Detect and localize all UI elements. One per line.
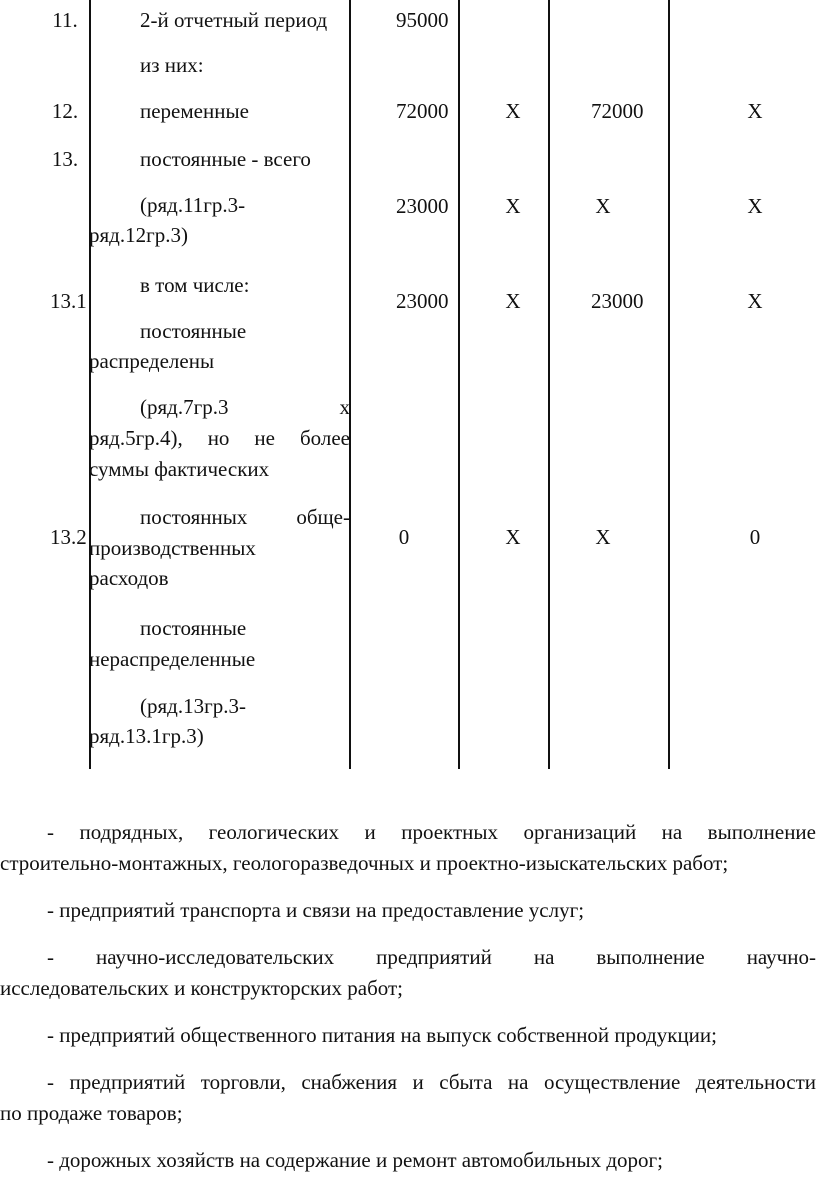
word: проектных — [401, 820, 498, 844]
row-label: постоянные - всего — [140, 147, 311, 171]
row-label: ряд.12гр.3) — [89, 223, 188, 247]
row-label: (ряд.11гр.3- — [140, 193, 246, 217]
word: на — [661, 820, 683, 844]
cell-value: Х — [505, 525, 521, 549]
row-label: постоянные — [140, 616, 247, 640]
row-label: постоянные — [140, 319, 247, 343]
paragraph: - дорожных хозяйств на содержание и ремонт автомобильных дорог; — [47, 1148, 663, 1172]
word: - — [47, 1070, 54, 1094]
row-label: в том числе: — [140, 273, 250, 297]
label-word: х — [339, 395, 350, 419]
row-label: (ряд.13гр.3- — [140, 694, 246, 718]
word: осуществление — [543, 1070, 681, 1094]
paragraph-first-line — [0, 947, 816, 968]
cell-value: Х — [505, 99, 521, 123]
word: и — [412, 1070, 424, 1094]
row-label: распределены — [89, 349, 215, 373]
paragraph-line: по продаже товаров; — [0, 1101, 183, 1125]
word: деятельности — [695, 1070, 816, 1094]
cell-value: 72000 — [396, 99, 449, 123]
table-rule — [668, 0, 670, 769]
cell-value: Х — [595, 194, 611, 218]
paragraph — [0, 820, 816, 875]
cell-value: 23000 — [396, 194, 449, 218]
row-number: 13.2 — [50, 525, 87, 549]
cell-value: Х — [747, 289, 763, 313]
row-label — [89, 428, 350, 449]
row-number: 12. — [51, 99, 79, 123]
cell-value: Х — [505, 289, 521, 313]
row-number: 13.1 — [50, 289, 87, 313]
label-word: не — [254, 426, 275, 450]
label-word: (ряд.7гр.3 — [140, 395, 229, 419]
row-label: нераспределенные — [89, 647, 256, 671]
cell-value: Х — [505, 194, 521, 218]
word: предприятий — [69, 1070, 186, 1094]
paragraph-line: исследовательских и конструкторских работ; — [0, 976, 403, 1000]
word: на — [533, 945, 555, 969]
word: снабжения — [301, 1070, 398, 1094]
word: подрядных, — [79, 820, 184, 844]
row-label: из них: — [140, 53, 204, 77]
cell-value: 95000 — [396, 8, 449, 32]
cell-value: 0 — [749, 525, 761, 549]
label-word: ряд.5гр.4), — [89, 426, 183, 450]
row-label: ряд.13.1гр.3) — [89, 724, 204, 748]
word: - — [47, 945, 54, 969]
row-label — [140, 507, 350, 528]
paragraph-first-line — [0, 822, 816, 843]
row-label: суммы фактических — [89, 457, 270, 481]
word: организаций — [523, 820, 637, 844]
word: предприятий — [376, 945, 492, 969]
word: и — [364, 820, 376, 844]
cell-value: Х — [747, 194, 763, 218]
row-label: переменные — [140, 99, 249, 123]
cell-value: 0 — [398, 525, 410, 549]
cell-value: Х — [747, 99, 763, 123]
row-number: 13. — [51, 147, 79, 171]
label-word: обще- — [296, 505, 350, 529]
paragraph — [0, 1070, 816, 1125]
word: научно-исследовательских — [95, 945, 335, 969]
paragraph: - предприятий общественного питания на выпуск собственной продукции; — [47, 1023, 717, 1047]
paragraph: - предприятий транспорта и связи на предоставление услуг; — [47, 898, 585, 922]
cell-value: Х — [595, 525, 611, 549]
word: выполнение — [707, 820, 816, 844]
row-label — [140, 397, 350, 418]
row-label: 2-й отчетный период — [140, 8, 328, 32]
cell-value: 72000 — [591, 99, 644, 123]
row-label: производственных — [89, 536, 256, 560]
cell-value: 23000 — [396, 289, 449, 313]
paragraph-line: строительно-монтажных, геологоразведочных и проектно-изыскательских работ; — [0, 851, 729, 875]
row-number: 11. — [52, 8, 78, 32]
word: сбыта — [439, 1070, 493, 1094]
label-word: более — [299, 426, 350, 450]
label-word: но — [207, 426, 230, 450]
word: - — [47, 820, 54, 844]
label-word: постоянных — [140, 505, 248, 529]
word: научно- — [746, 945, 816, 969]
paragraph — [0, 945, 816, 1000]
table-rule — [349, 0, 351, 769]
row-label: расходов — [89, 566, 169, 590]
word: на — [507, 1070, 529, 1094]
cell-value: 23000 — [591, 289, 644, 313]
word: выполнение — [596, 945, 705, 969]
word: геологических — [208, 820, 340, 844]
paragraph-first-line — [0, 1072, 816, 1093]
word: торговли, — [200, 1070, 286, 1094]
